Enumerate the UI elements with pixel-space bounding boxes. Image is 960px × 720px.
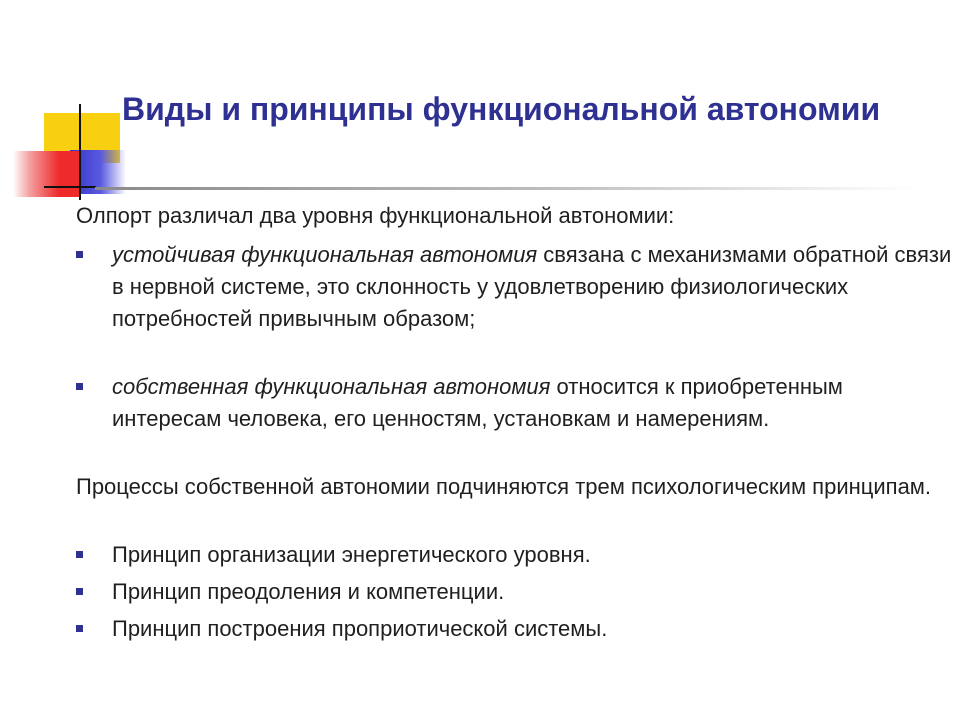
bullet-square-icon — [76, 588, 83, 595]
bullet-square-icon — [76, 383, 83, 390]
item-text: относится к приобретенным интересам человека, его ценностям, установкам и намерениям. — [112, 374, 843, 431]
bullet-square-icon — [76, 251, 83, 258]
processes-paragraph: Процессы собственной автономии подчиняются трем психологическим принципам. — [76, 474, 932, 499]
decor-red-square — [13, 151, 79, 197]
list-item-principle — [76, 576, 952, 608]
list-item-principle — [76, 613, 952, 645]
term-proprium-autonomy: собственная функциональная автономия — [112, 374, 551, 399]
list-item-principle — [76, 539, 952, 571]
term-stable-autonomy: устойчивая функциональная автономия — [112, 242, 538, 267]
decor-horizontal-line — [44, 186, 96, 188]
title-underline — [95, 187, 915, 190]
slide-title: Виды и принципы функциональной автономии — [122, 91, 881, 127]
bullet-square-icon — [76, 551, 83, 558]
bullet-square-icon — [76, 625, 83, 632]
principle-text: Принцип организации энергетического уровня. — [112, 542, 591, 567]
list-item-level-stable — [76, 239, 952, 335]
list-item-level-proprium — [76, 371, 952, 435]
item-text: связана с механизмами обратной связи в нервной системе, это склонность у удовлетворению физиологических потребностей привычным образом; — [112, 242, 952, 331]
principle-text: Принцип преодоления и компетенции. — [112, 579, 505, 604]
principle-text: Принцип построения проприотической системы. — [112, 616, 608, 641]
intro-paragraph: Олпорт различал два уровня функциональной автономии: — [76, 203, 675, 228]
